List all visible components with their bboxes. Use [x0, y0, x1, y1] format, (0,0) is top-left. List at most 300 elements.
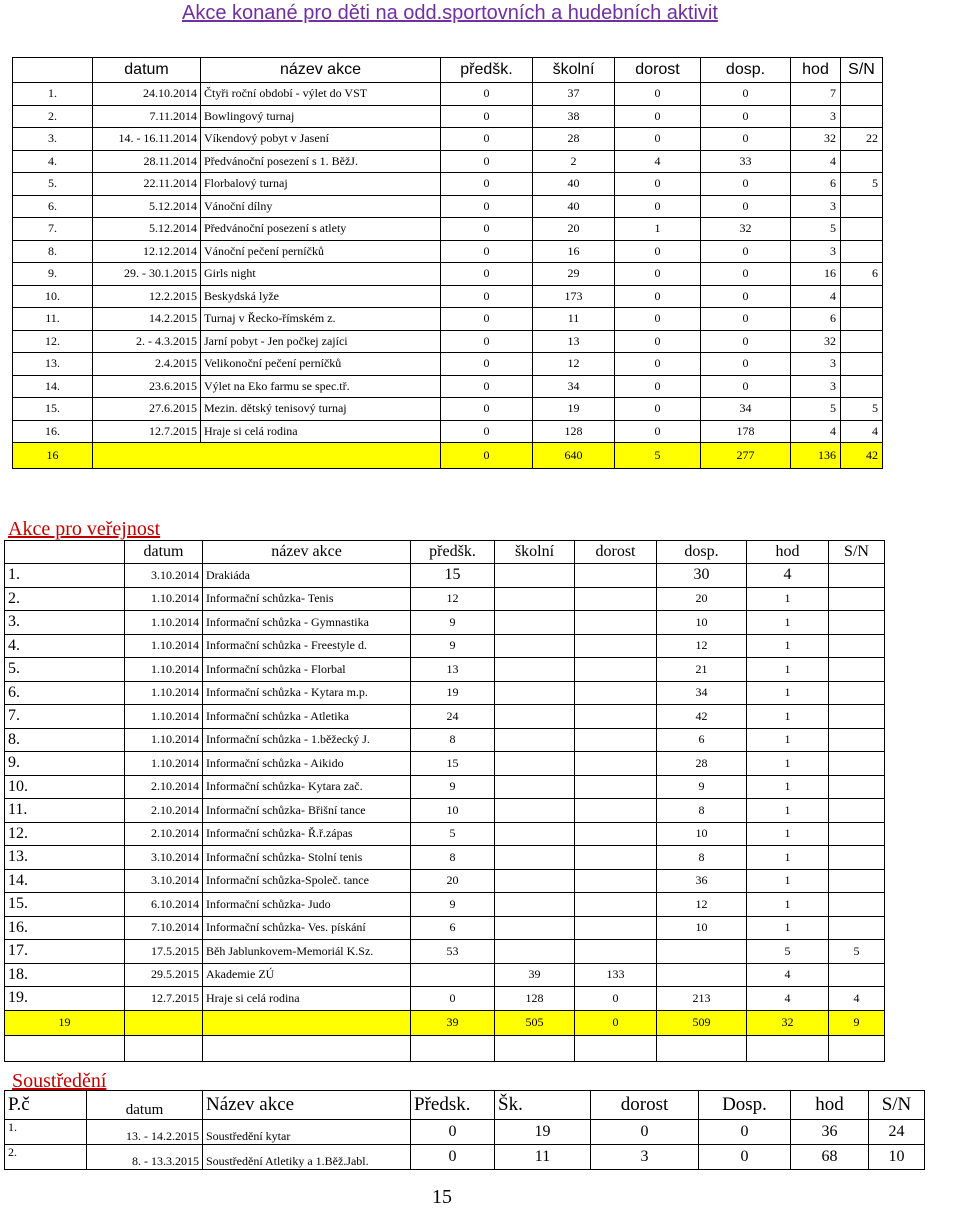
- table-cell: [575, 799, 657, 823]
- table-cell: 5.: [13, 173, 93, 196]
- table-row: [13, 375, 883, 398]
- table-cell: 0: [699, 1145, 791, 1170]
- table-cell: [657, 963, 747, 987]
- table-cell: 9: [411, 611, 495, 635]
- table-cell: 29. - 30.1.2015: [93, 263, 201, 286]
- table-cell: 34: [657, 681, 747, 705]
- table-cell: 37: [533, 83, 615, 106]
- table-cell: 128: [533, 420, 615, 443]
- table-cell: 5: [791, 218, 841, 241]
- table-cell: 0: [615, 285, 701, 308]
- table-cell: 0: [701, 105, 791, 128]
- table-row: [5, 681, 885, 705]
- table-cell: 12: [657, 634, 747, 658]
- table-cell: 0: [615, 195, 701, 218]
- table-cell: 0: [441, 353, 533, 376]
- page-number: 15: [432, 1186, 452, 1208]
- table-cell: 3: [791, 105, 841, 128]
- table-cell: 0: [441, 420, 533, 443]
- table-cell: 178: [701, 420, 791, 443]
- table-cell: 6.: [5, 681, 125, 705]
- table-cell: [829, 893, 885, 917]
- header-cell-empty: [5, 541, 125, 564]
- table-cell: 5: [841, 398, 883, 421]
- table-cell: [495, 916, 575, 940]
- table-cell: [829, 799, 885, 823]
- table-row: [5, 587, 885, 611]
- table-cell: 0: [441, 105, 533, 128]
- table-row: [13, 285, 883, 308]
- table-cell: 133: [575, 963, 657, 987]
- header-cell: předšk.: [411, 541, 495, 564]
- table-row: [13, 83, 883, 106]
- blank-cell: [657, 1035, 747, 1061]
- table-cell: 1.10.2014: [125, 752, 203, 776]
- table-cell: 0: [699, 1120, 791, 1145]
- table-cell: 1: [615, 218, 701, 241]
- table-row: [13, 353, 883, 376]
- table-cell: Mezin. dětský tenisový turnaj: [201, 398, 441, 421]
- table-cell: [829, 681, 885, 705]
- table-cell: Florbalový turnaj: [201, 173, 441, 196]
- table-header-row: [5, 1091, 925, 1120]
- table-cell: 128: [495, 987, 575, 1011]
- table-cell: Informační schůzka-Společ. tance: [203, 869, 411, 893]
- table-cell: [829, 728, 885, 752]
- table-cell: 16.: [5, 916, 125, 940]
- table-cell: [841, 105, 883, 128]
- table-cell: [657, 940, 747, 964]
- table-cell: 0: [615, 308, 701, 331]
- header-cell: Dosp.: [699, 1091, 791, 1120]
- table-cell: 12.7.2015: [125, 987, 203, 1011]
- table-cell: [495, 587, 575, 611]
- table-cell: 40: [533, 195, 615, 218]
- table-cell: 9.: [5, 752, 125, 776]
- total-cell: [93, 443, 441, 469]
- table-cell: 0: [615, 398, 701, 421]
- table-cell: 0: [701, 240, 791, 263]
- table-cell: [829, 634, 885, 658]
- table-cell: [575, 869, 657, 893]
- blank-cell: [411, 1035, 495, 1061]
- table-cell: Bowlingový turnaj: [201, 105, 441, 128]
- table-cell: 0: [441, 240, 533, 263]
- table-cell: 1: [747, 869, 829, 893]
- table-cell: 13: [533, 330, 615, 353]
- table-cell: 8: [411, 728, 495, 752]
- table-cell: 6: [791, 173, 841, 196]
- header-cell: Šk.: [495, 1091, 591, 1120]
- table-cell: Vánoční dílny: [201, 195, 441, 218]
- table-cell: [495, 658, 575, 682]
- header-cell: datum: [93, 58, 201, 83]
- table-cell: 15: [411, 752, 495, 776]
- table-cell: Soustředění kytar: [203, 1120, 411, 1145]
- table-cell: 5: [829, 940, 885, 964]
- table-cell: 7.: [5, 705, 125, 729]
- total-cell: 32: [747, 1010, 829, 1035]
- table-cell: [829, 752, 885, 776]
- table-cell: 8: [411, 846, 495, 870]
- table-cell: Jarní pobyt - Jen počkej zajíci: [201, 330, 441, 353]
- camps-table: [4, 1090, 925, 1170]
- table-cell: 1.: [5, 1120, 87, 1145]
- table-cell: Drakiáda: [203, 564, 411, 588]
- table-cell: 11: [495, 1145, 591, 1170]
- table-cell: 2: [533, 150, 615, 173]
- table-cell: 0: [441, 398, 533, 421]
- table-cell: 5: [791, 398, 841, 421]
- table-cell: 16: [533, 240, 615, 263]
- table-cell: 7.: [13, 218, 93, 241]
- total-cell: 39: [411, 1010, 495, 1035]
- table-cell: 1: [747, 611, 829, 635]
- table-cell: 18.: [5, 963, 125, 987]
- total-cell: 277: [701, 443, 791, 469]
- table-cell: Běh Jablunkovem-Memoriál K.Sz.: [203, 940, 411, 964]
- table-cell: 0: [615, 128, 701, 151]
- table-cell: 28: [533, 128, 615, 151]
- table-cell: Informační schůzka - Florbal: [203, 658, 411, 682]
- table-cell: 0: [701, 128, 791, 151]
- table-cell: 1: [747, 705, 829, 729]
- table-cell: 0: [615, 263, 701, 286]
- header-cell: název akce: [201, 58, 441, 83]
- table-cell: [841, 150, 883, 173]
- table-cell: 3: [591, 1145, 699, 1170]
- table-cell: 12.12.2014: [93, 240, 201, 263]
- table-cell: [495, 893, 575, 917]
- table-cell: 12.: [13, 330, 93, 353]
- table-cell: 2.10.2014: [125, 822, 203, 846]
- table-cell: [841, 308, 883, 331]
- table-cell: Vánoční pečení perníčků: [201, 240, 441, 263]
- table-row: [13, 218, 883, 241]
- table-cell: 0: [441, 128, 533, 151]
- table-cell: 1.: [13, 83, 93, 106]
- table-cell: 4: [829, 987, 885, 1011]
- table-cell: Čtyři roční období - výlet do VST: [201, 83, 441, 106]
- table-cell: Informační schůzka- Břišní tance: [203, 799, 411, 823]
- table-cell: [841, 83, 883, 106]
- header-cell: datum: [125, 541, 203, 564]
- table-cell: 1: [747, 775, 829, 799]
- table-row: [13, 240, 883, 263]
- table-cell: 1.10.2014: [125, 611, 203, 635]
- header-cell: dorost: [575, 541, 657, 564]
- table-cell: 3.10.2014: [125, 564, 203, 588]
- total-cell: [125, 1010, 203, 1035]
- table-cell: Informační schůzka - Kytara m.p.: [203, 681, 411, 705]
- table-cell: [829, 705, 885, 729]
- header-cell: hod: [747, 541, 829, 564]
- table-cell: 1: [747, 681, 829, 705]
- table-cell: 12: [411, 587, 495, 611]
- table-cell: 6: [411, 916, 495, 940]
- table-cell: 14.: [13, 375, 93, 398]
- table-row: [5, 987, 885, 1011]
- table-cell: Beskydská lyže: [201, 285, 441, 308]
- table-cell: 5: [747, 940, 829, 964]
- table-header-row: [5, 541, 885, 564]
- table-cell: 17.: [5, 940, 125, 964]
- table-cell: 0: [701, 83, 791, 106]
- table-cell: 3.: [5, 611, 125, 635]
- header-cell: Předsk.: [411, 1091, 495, 1120]
- total-row: [13, 443, 883, 469]
- table-cell: Informační schůzka- Kytara zač.: [203, 775, 411, 799]
- table-cell: 3: [791, 375, 841, 398]
- table-cell: [575, 634, 657, 658]
- table-cell: [575, 611, 657, 635]
- table-cell: 13.: [5, 846, 125, 870]
- table-cell: [495, 681, 575, 705]
- table-cell: 10: [411, 799, 495, 823]
- table-cell: 4: [791, 150, 841, 173]
- table-cell: 36: [657, 869, 747, 893]
- table-cell: 4: [791, 420, 841, 443]
- table-cell: 40: [533, 173, 615, 196]
- table-cell: 10: [657, 822, 747, 846]
- header-cell: název akce: [203, 541, 411, 564]
- table-cell: [841, 285, 883, 308]
- total-cell: 5: [615, 443, 701, 469]
- table-cell: 4: [615, 150, 701, 173]
- table-cell: [829, 658, 885, 682]
- table-cell: 0: [701, 285, 791, 308]
- table-cell: [829, 963, 885, 987]
- table-cell: [575, 893, 657, 917]
- table-cell: [495, 940, 575, 964]
- public-activities-table: [4, 540, 885, 1062]
- table-cell: 19: [495, 1120, 591, 1145]
- table-cell: Soustředění Atletiky a 1.Běž.Jabl.: [203, 1145, 411, 1170]
- table-row: [13, 128, 883, 151]
- table-cell: 12.2.2015: [93, 285, 201, 308]
- table-cell: [841, 330, 883, 353]
- table-cell: 12: [533, 353, 615, 376]
- table-cell: [575, 587, 657, 611]
- table-cell: 16.: [13, 420, 93, 443]
- table-cell: 2.: [5, 1145, 87, 1170]
- table-cell: 2.10.2014: [125, 799, 203, 823]
- table-cell: 29.5.2015: [125, 963, 203, 987]
- table-cell: 8.: [13, 240, 93, 263]
- table-cell: [575, 775, 657, 799]
- table-cell: 6: [841, 263, 883, 286]
- total-cell: 640: [533, 443, 615, 469]
- table-cell: 2.4.2015: [93, 353, 201, 376]
- table-row: [5, 658, 885, 682]
- total-cell: 19: [5, 1010, 125, 1035]
- table-cell: 0: [441, 83, 533, 106]
- table-row: [5, 822, 885, 846]
- table-cell: 20: [657, 587, 747, 611]
- table-row: [13, 195, 883, 218]
- table-cell: 5.12.2014: [93, 218, 201, 241]
- table-row: [5, 611, 885, 635]
- table-row: [5, 893, 885, 917]
- table-cell: 2.10.2014: [125, 775, 203, 799]
- table-cell: 4.: [5, 634, 125, 658]
- table-cell: 20: [533, 218, 615, 241]
- table-cell: 12.: [5, 822, 125, 846]
- table-cell: 10: [869, 1145, 925, 1170]
- table-cell: [575, 658, 657, 682]
- table-cell: 24: [411, 705, 495, 729]
- table-row: [13, 330, 883, 353]
- table-cell: [829, 869, 885, 893]
- table-row: [5, 1120, 925, 1145]
- table-cell: 1.10.2014: [125, 587, 203, 611]
- table-cell: 10: [657, 611, 747, 635]
- table-cell: 12: [657, 893, 747, 917]
- blank-cell: [125, 1035, 203, 1061]
- table-cell: 173: [533, 285, 615, 308]
- table-row: [5, 846, 885, 870]
- table-cell: [841, 375, 883, 398]
- table-cell: 9: [657, 775, 747, 799]
- table-cell: 0: [441, 150, 533, 173]
- table-cell: [575, 916, 657, 940]
- header-cell: S/N: [869, 1091, 925, 1120]
- table-cell: 6: [657, 728, 747, 752]
- table-cell: 11.: [13, 308, 93, 331]
- table-cell: Hraje si celá rodina: [203, 987, 411, 1011]
- table-cell: 0: [441, 218, 533, 241]
- table-cell: 2.: [13, 105, 93, 128]
- table-row: [13, 263, 883, 286]
- table-cell: 6.: [13, 195, 93, 218]
- table-cell: [575, 681, 657, 705]
- total-cell: 136: [791, 443, 841, 469]
- table-cell: Informační schůzka - 1.běžecký J.: [203, 728, 411, 752]
- table-cell: [495, 799, 575, 823]
- table-cell: [411, 963, 495, 987]
- table-cell: 5: [411, 822, 495, 846]
- table-cell: 39: [495, 963, 575, 987]
- table-cell: 15.: [5, 893, 125, 917]
- table-row: [13, 308, 883, 331]
- table-cell: 0: [701, 173, 791, 196]
- table-cell: Informační schůzka- Stolní tenis: [203, 846, 411, 870]
- header-cell: hod: [791, 1091, 869, 1120]
- table-cell: 1: [747, 658, 829, 682]
- total-row: [5, 1010, 885, 1035]
- table-cell: 13. - 14.2.2015: [87, 1120, 203, 1145]
- table-cell: 1: [747, 587, 829, 611]
- table-cell: [495, 634, 575, 658]
- table-cell: 0: [411, 987, 495, 1011]
- table-cell: 0: [441, 195, 533, 218]
- table-cell: 21: [657, 658, 747, 682]
- table-cell: 7.10.2014: [125, 916, 203, 940]
- table-cell: 0: [615, 173, 701, 196]
- table-cell: 3.10.2014: [125, 846, 203, 870]
- table-row: [5, 728, 885, 752]
- table-cell: 3: [791, 195, 841, 218]
- table-cell: 6.10.2014: [125, 893, 203, 917]
- table-cell: 8: [657, 799, 747, 823]
- table-cell: Informační schůzka- Ves. pískání: [203, 916, 411, 940]
- table-cell: [829, 587, 885, 611]
- table-cell: 0: [615, 240, 701, 263]
- table-cell: 0: [411, 1145, 495, 1170]
- total-cell: 0: [575, 1010, 657, 1035]
- section-heading-public: Akce pro veřejnost: [8, 518, 161, 540]
- table-cell: 38: [533, 105, 615, 128]
- table-row: [5, 940, 885, 964]
- table-cell: 32: [791, 128, 841, 151]
- header-cell: školní: [533, 58, 615, 83]
- table-cell: Hraje si celá rodina: [201, 420, 441, 443]
- blank-cell: [5, 1035, 125, 1061]
- table-cell: 1: [747, 893, 829, 917]
- table-cell: 0: [615, 420, 701, 443]
- table-cell: 19.: [5, 987, 125, 1011]
- table-cell: Informační schůzka- Ř.ř.zápas: [203, 822, 411, 846]
- table-cell: 11: [533, 308, 615, 331]
- table-cell: [495, 611, 575, 635]
- table-cell: 22: [841, 128, 883, 151]
- table-cell: 28.11.2014: [93, 150, 201, 173]
- table-cell: [829, 775, 885, 799]
- table-cell: [495, 705, 575, 729]
- header-cell: S/N: [829, 541, 885, 564]
- table-cell: [495, 822, 575, 846]
- header-cell: Název akce: [203, 1091, 411, 1120]
- table-row: [13, 398, 883, 421]
- table-cell: 0: [615, 353, 701, 376]
- table-cell: 3: [791, 353, 841, 376]
- table-cell: 32: [701, 218, 791, 241]
- table-cell: 0: [441, 173, 533, 196]
- table-cell: 0: [591, 1120, 699, 1145]
- table-cell: 1.10.2014: [125, 705, 203, 729]
- table-cell: [495, 869, 575, 893]
- table-cell: 8.: [5, 728, 125, 752]
- table-cell: 4.: [13, 150, 93, 173]
- table-cell: 14.: [5, 869, 125, 893]
- table-row: [5, 634, 885, 658]
- table-cell: 30: [657, 564, 747, 588]
- table-cell: Turnaj v Řecko-římském z.: [201, 308, 441, 331]
- table-cell: 1.10.2014: [125, 634, 203, 658]
- table-cell: [495, 564, 575, 588]
- blank-cell: [747, 1035, 829, 1061]
- header-cell-empty: [13, 58, 93, 83]
- table-cell: 4: [791, 285, 841, 308]
- header-cell: dorost: [591, 1091, 699, 1120]
- table-cell: 4: [841, 420, 883, 443]
- table-cell: 0: [701, 308, 791, 331]
- table-cell: [575, 564, 657, 588]
- table-cell: [575, 728, 657, 752]
- table-cell: [829, 822, 885, 846]
- blank-cell: [575, 1035, 657, 1061]
- table-cell: 5.: [5, 658, 125, 682]
- table-cell: 5.12.2014: [93, 195, 201, 218]
- table-cell: 8: [657, 846, 747, 870]
- table-cell: Akademie ZÚ: [203, 963, 411, 987]
- table-cell: 1: [747, 752, 829, 776]
- table-cell: 34: [701, 398, 791, 421]
- table-cell: 0: [701, 353, 791, 376]
- table-cell: 19: [533, 398, 615, 421]
- table-cell: Informační schůzka- Tenis: [203, 587, 411, 611]
- table-cell: [829, 564, 885, 588]
